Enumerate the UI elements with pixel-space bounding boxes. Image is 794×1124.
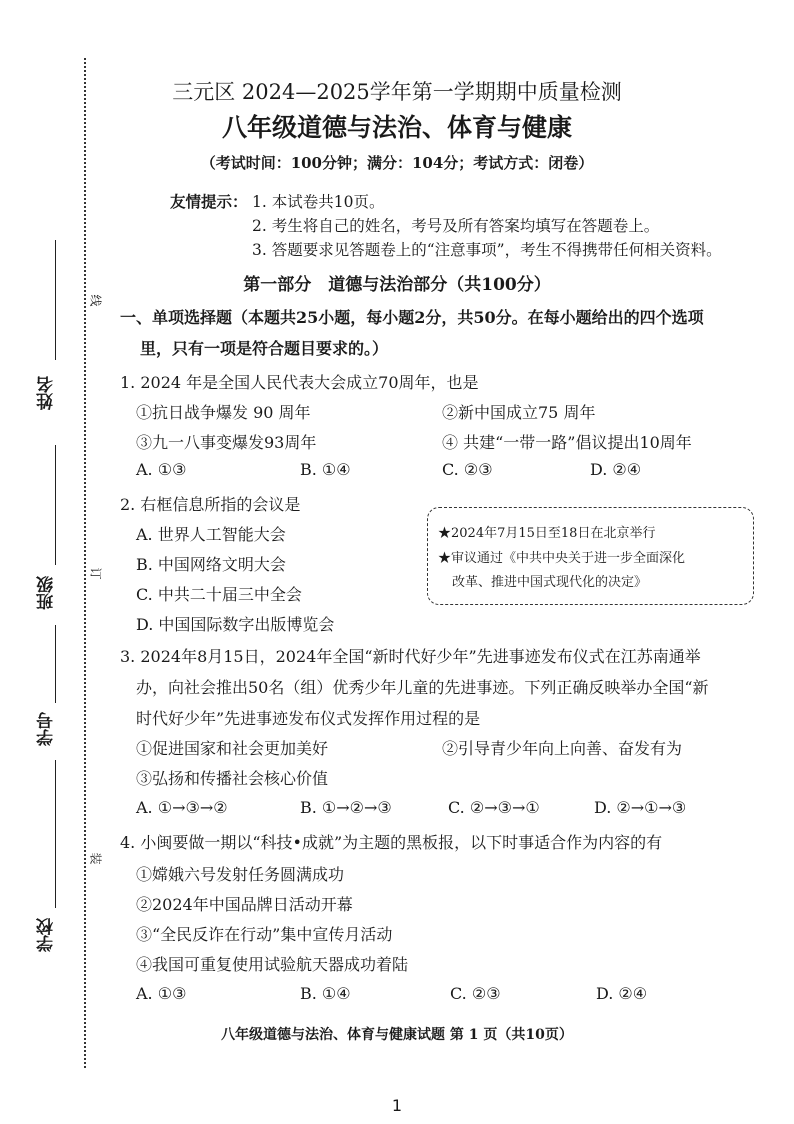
side-label-name: 姓名 — [37, 376, 57, 410]
page-number: 1 — [391, 1096, 403, 1115]
side-name-blank — [55, 240, 56, 360]
q1-item-4: ④ 共建“一带一路”倡议提出10周年 — [442, 433, 692, 452]
q4-stem: 4. 小闽要做一期以“科技•成就”为主题的黑板报，以下时事适合作为内容的有 — [120, 833, 663, 852]
q2-box-line-3: 改革、推进中国式现代化的决定》 — [452, 575, 648, 590]
q1-item-1: ①抗日战争爆发 90 周年 — [136, 403, 311, 422]
side-label-number: 学号 — [37, 712, 57, 746]
binding-mark-ding: 订 — [88, 567, 103, 580]
q1-option-d: D. ②④ — [590, 460, 642, 479]
binding-mark-zhuang: 装 — [88, 852, 103, 865]
q4-item-1: ①嫦娥六号发射任务圆满成功 — [136, 865, 345, 884]
q3-stem-3: 时代好少年”先进事迹发布仪式发挥作用过程的是 — [136, 709, 481, 728]
q2-box-line-2: ★审议通过《中共中央关于进一步全面深化 — [438, 551, 686, 566]
q2-option-a: A. 世界人工智能大会 — [136, 525, 286, 544]
q4-item-2: ②2024年中国品牌日活动开幕 — [136, 895, 353, 914]
tip-item-2: 2. 考生将自己的姓名，考号及所有答案均填写在答题卷上。 — [252, 217, 660, 235]
q4-option-a: A. ①③ — [136, 984, 187, 1003]
q1-stem: 1. 2024 年是全国人民代表大会成立70周年，也是 — [120, 373, 479, 392]
q1-option-b: B. ①④ — [300, 460, 351, 479]
q4-option-b: B. ①④ — [300, 984, 351, 1003]
side-label-school: 学校 — [37, 918, 57, 952]
side-number-blank — [55, 625, 56, 703]
q3-option-c: C. ②→③→① — [448, 798, 540, 817]
q2-option-c: C. 中共二十届三中全会 — [136, 585, 302, 604]
q1-option-a: A. ①③ — [136, 460, 187, 479]
part-one-instruction-2: 里，只有一项是符合题目要求的。） — [140, 339, 389, 358]
q3-option-a: A. ①→③→② — [136, 798, 228, 817]
q4-option-c: C. ②③ — [450, 984, 501, 1003]
side-school-blank — [55, 760, 56, 908]
side-class-blank — [55, 445, 56, 565]
binding-mark-line: 线 — [88, 294, 103, 307]
q2-stem: 2. 右框信息所指的会议是 — [120, 495, 301, 514]
tip-item-1: 1. 本试卷共10页。 — [252, 193, 385, 211]
q4-item-3: ③“全民反诈在行动”集中宣传月活动 — [136, 925, 393, 944]
q3-item-1: ①促进国家和社会更加美好 — [136, 739, 329, 758]
q3-item-3: ③弘扬和传播社会核心价值 — [136, 769, 329, 788]
part-one-instruction-1: 一、单项选择题（本题共25小题，每小题2分，共50分。在每小题给出的四个选项 — [120, 308, 704, 327]
exam-info: （考试时间：100分钟；满分：104分；考试方式：闭卷） — [200, 154, 594, 172]
q3-stem-2: 办，向社会推出50名（组）优秀少年儿童的先进事迹。下列正确反映举办全国“新 — [136, 678, 709, 697]
section-title: 第一部分 道德与法治部分（共100分） — [243, 275, 551, 295]
tip-item-3: 3. 答题要求见答题卷上的“注意事项”，考生不得携带任何相关资料。 — [252, 241, 722, 259]
q3-option-b: B. ①→②→③ — [300, 798, 392, 817]
q2-option-b: B. 中国网络文明大会 — [136, 555, 286, 574]
q1-item-3: ③九一八事变爆发93周年 — [136, 433, 317, 452]
q4-item-4: ④我国可重复使用试验航天器成功着陆 — [136, 955, 409, 974]
side-label-class: 班级 — [37, 576, 57, 610]
page-footer: 八年级道德与法治、体育与健康试题 第 1 页（共10页） — [221, 1027, 573, 1043]
q2-box-line-1: ★2024年7月15日至18日在北京举行 — [438, 526, 656, 541]
q2-option-d: D. 中国国际数字出版博览会 — [136, 615, 335, 634]
binding-dotted-line — [84, 58, 86, 1068]
q1-option-c: C. ②③ — [442, 460, 493, 479]
q3-item-2: ②引导青少年向上向善、奋发有为 — [442, 739, 683, 758]
exam-title: 三元区 2024—2025学年第一学期期中质量检测 — [172, 80, 622, 104]
q1-item-2: ②新中国成立75 周年 — [442, 403, 596, 422]
q3-option-d: D. ②→①→③ — [594, 798, 687, 817]
q4-option-d: D. ②④ — [596, 984, 648, 1003]
subject-title: 八年级道德与法治、体育与健康 — [221, 113, 572, 142]
tips-label: 友情提示： — [170, 192, 248, 211]
q3-stem-1: 3. 2024年8月15日，2024年全国“新时代好少年”先进事迹发布仪式在江苏南通举 — [120, 647, 701, 666]
